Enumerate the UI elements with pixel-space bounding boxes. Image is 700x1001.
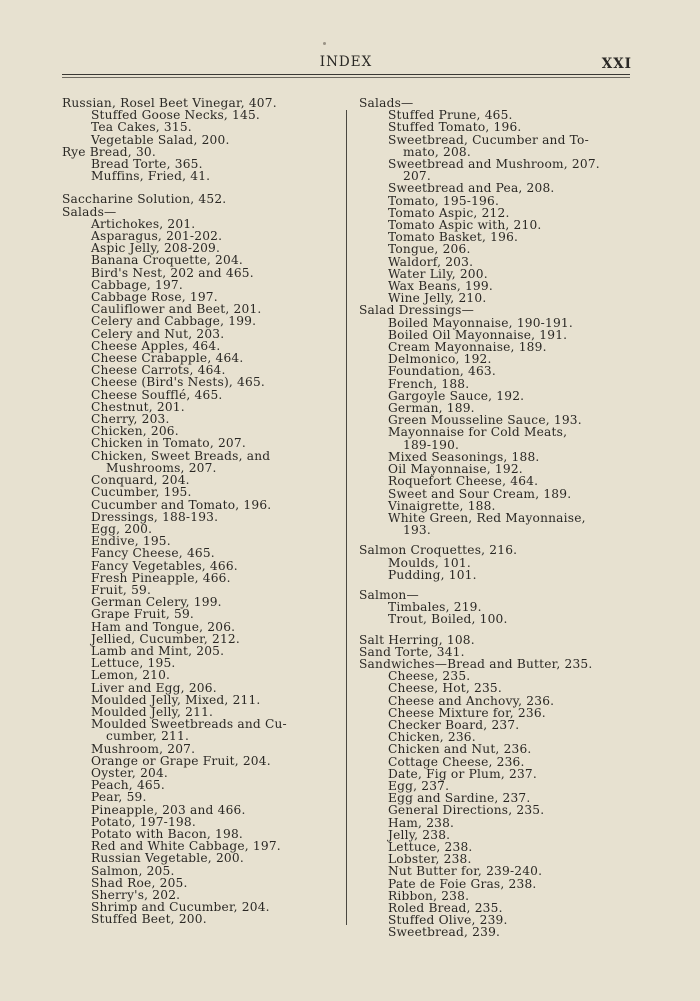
index-continuation: Mushrooms, 207. — [106, 460, 217, 475]
index-entry: Oil Mayonnaise, 192. — [388, 462, 523, 477]
index-entry: Boiled Mayonnaise, 190-191. — [388, 315, 573, 330]
index-entry: Sweetbread, 239. — [388, 925, 501, 940]
index-entry: Bread Torte, 365. — [91, 157, 203, 172]
index-entry: Tongue, 206. — [388, 242, 471, 257]
index-entry: Mixed Seasonings, 188. — [388, 449, 540, 464]
index-entry: Sweetbread, Cucumber and To- — [388, 132, 589, 147]
index-entry: Water Lily, 200. — [388, 266, 488, 281]
index-entry: Peach, 465. — [91, 778, 165, 793]
index-entry: Vinaigrette, 188. — [388, 498, 496, 513]
index-continuation: mato, 208. — [403, 144, 471, 159]
index-continuation: 189-190. — [403, 437, 460, 452]
index-entry: Chicken and Nut, 236. — [388, 742, 532, 757]
index-entry: French, 188. — [388, 376, 470, 391]
index-entry: Egg and Sardine, 237. — [388, 791, 531, 806]
index-continuation: 207. — [403, 169, 431, 184]
index-entry: Jellied, Cucumber, 212. — [91, 631, 240, 646]
index-entry: Cream Mayonnaise, 189. — [388, 340, 547, 355]
header-rule-secondary — [62, 77, 630, 78]
index-entry: Stuffed Olive, 239. — [388, 913, 508, 928]
index-entry: Fancy Cheese, 465. — [91, 546, 215, 561]
index-entry: Nut Butter for, 239-240. — [388, 864, 543, 879]
index-entry: German, 189. — [388, 401, 475, 416]
index-entry: Date, Fig or Plum, 237. — [388, 766, 537, 781]
index-entry: Tomato, 195-196. — [388, 193, 500, 208]
index-entry: Orange or Grape Fruit, 204. — [91, 753, 271, 768]
index-entry: Bird's Nest, 202 and 465. — [91, 265, 254, 280]
index-entry: Roled Bread, 235. — [388, 901, 503, 915]
index-entry: Cheese Crabapple, 464. — [91, 351, 244, 366]
index-list-left — [62, 97, 340, 926]
index-entry: Egg, 200. — [91, 521, 153, 536]
index-entry: Egg, 237. — [388, 778, 450, 793]
index-entry: Lettuce, 195. — [91, 656, 176, 671]
index-entry: Conquard, 204. — [91, 473, 190, 488]
index-entry: Cabbage, 197. — [91, 277, 183, 292]
index-continuation: 193. — [403, 523, 431, 538]
index-entry: Cheese and Anchovy, 236. — [388, 693, 555, 708]
index-entry: Pudding, 101. — [388, 567, 477, 582]
index-entry: Potato with Bacon, 198. — [91, 826, 243, 841]
index-entry: Celery and Cabbage, 199. — [91, 314, 257, 329]
index-entry: Oyster, 204. — [91, 765, 169, 780]
index-entry: Moulded Jelly, 211. — [91, 704, 214, 719]
index-entry: Cheese, 235. — [388, 669, 471, 684]
index-entry: Potato, 197-198. — [91, 814, 196, 829]
index-entry: Endive, 195. — [91, 534, 171, 549]
index-entry: Liver and Egg, 206. — [91, 680, 217, 695]
index-entry: Sweetbread and Pea, 208. — [388, 181, 555, 196]
index-entry: Shrimp and Cucumber, 204. — [91, 900, 270, 915]
index-entry: Tomato Aspic, 212. — [388, 205, 510, 220]
index-heading: Sandwiches—Bread and Butter, 235. — [359, 656, 593, 671]
index-entry: Artichokes, 201. — [91, 216, 196, 231]
index-heading: Rye Bread, 30. — [62, 144, 156, 159]
index-entry: Timbales, 219. — [388, 600, 482, 615]
index-entry: Mayonnaise for Cold Meats, — [388, 425, 568, 440]
index-entry: Fancy Vegetables, 466. — [91, 558, 238, 573]
index-entry: Pate de Foie Gras, 238. — [388, 876, 537, 891]
index-entry: Cottage Cheese, 236. — [388, 754, 525, 769]
index-entry: German Celery, 199. — [91, 595, 222, 610]
index-entry: Sherry's, 202. — [91, 888, 181, 902]
index-entry: Cabbage Rose, 197. — [91, 290, 218, 305]
index-heading: Salads— — [62, 204, 117, 219]
index-entry: Moulds, 101. — [388, 555, 471, 570]
index-entry: Stuffed Beet, 200. — [91, 912, 207, 927]
index-entry: Cheese Mixture for, 236. — [388, 705, 546, 720]
index-entry: Stuffed Goose Necks, 145. — [91, 108, 260, 123]
index-entry: Grape Fruit, 59. — [91, 607, 194, 622]
index-entry: Russian Vegetable, 200. — [91, 851, 244, 866]
index-heading: Sand Torte, 341. — [359, 644, 465, 659]
index-entry: Boiled Oil Mayonnaise, 191. — [388, 327, 568, 342]
index-entry: Jelly, 238. — [388, 827, 451, 842]
index-heading: Salmon Croquettes, 216. — [359, 543, 518, 558]
page-speck — [323, 42, 326, 45]
index-entry: Moulded Sweetbreads and Cu- — [91, 717, 287, 732]
index-entry: White Green, Red Mayonnaise, — [388, 510, 586, 525]
index-entry: Cheese Apples, 464. — [91, 338, 221, 353]
index-entry: Wax Beans, 199. — [388, 279, 493, 294]
index-entry: Aspic Jelly, 208-209. — [91, 241, 221, 256]
index-heading: Saccharine Solution, 452. — [62, 192, 227, 207]
index-entry: Waldorf, 203. — [388, 254, 474, 269]
index-entry: Pineapple, 203 and 466. — [91, 802, 246, 817]
index-entry: Cauliflower and Beet, 201. — [91, 302, 262, 317]
index-entry: Trout, Boiled, 100. — [388, 612, 508, 627]
index-entry: Sweet and Sour Cream, 189. — [388, 486, 572, 501]
index-entry: Cheese, Hot, 235. — [388, 681, 502, 696]
index-entry: Mushroom, 207. — [91, 741, 196, 756]
index-entry: Delmonico, 192. — [388, 352, 492, 367]
header-rule — [62, 74, 630, 75]
page-number: XXI — [601, 56, 632, 72]
index-entry: Moulded Jelly, Mixed, 211. — [91, 692, 261, 707]
index-entry: Ham, 238. — [388, 815, 455, 830]
index-entry: Cheese Carrots, 464. — [91, 363, 226, 378]
index-entry: Cucumber and Tomato, 196. — [91, 497, 272, 512]
index-entry: Fruit, 59. — [91, 582, 152, 597]
index-entry: Stuffed Tomato, 196. — [388, 120, 522, 135]
index-entry: Checker Board, 237. — [388, 717, 520, 732]
running-title: INDEX — [319, 54, 373, 70]
index-entry: Lettuce, 238. — [388, 839, 473, 854]
page-header — [60, 50, 632, 80]
index-entry: Chicken, 236. — [388, 730, 476, 745]
index-entry: Muffins, Fried, 41. — [91, 169, 211, 184]
index-entry: Foundation, 463. — [388, 364, 496, 379]
index-heading: Salmon— — [359, 587, 419, 602]
index-entry: Ribbon, 238. — [388, 888, 470, 903]
index-entry: Chicken, 206. — [91, 424, 179, 439]
index-entry: Tomato Basket, 196. — [388, 230, 519, 245]
index-entry: Tea Cakes, 315. — [91, 120, 192, 135]
index-entry: General Directions, 235. — [388, 803, 545, 818]
index-entry: Sweetbread and Mushroom, 207. — [388, 157, 600, 172]
index-entry: Vegetable Salad, 200. — [91, 132, 230, 147]
index-heading: Salads— — [359, 96, 414, 110]
index-entry: Gargoyle Sauce, 192. — [388, 388, 525, 403]
index-entry: Pear, 59. — [91, 790, 147, 805]
index-entry: Red and White Cabbage, 197. — [91, 839, 281, 854]
index-column-right — [359, 97, 631, 939]
index-entry: Lamb and Mint, 205. — [91, 643, 225, 658]
index-entry: Fresh Pineapple, 466. — [91, 570, 231, 585]
index-entry: Ham and Tongue, 206. — [91, 619, 236, 634]
index-entry: Shad Roe, 205. — [91, 875, 188, 890]
index-entry: Cheese (Bird's Nests), 465. — [91, 375, 265, 390]
index-heading: Salt Herring, 108. — [359, 632, 475, 647]
index-entry: Tomato Aspic with, 210. — [388, 218, 542, 233]
index-heading: Salad Dressings— — [359, 303, 474, 318]
index-entry: Chicken in Tomato, 207. — [91, 436, 246, 451]
column-divider — [346, 110, 347, 925]
index-entry: Cherry, 203. — [91, 412, 170, 427]
index-list-right — [359, 97, 631, 939]
index-entry: Chicken, Sweet Breads, and — [91, 448, 271, 463]
index-column-left — [62, 97, 340, 926]
index-continuation: cumber, 211. — [106, 729, 190, 744]
index-entry: Cucumber, 195. — [91, 485, 192, 500]
index-entry: Celery and Nut, 203. — [91, 326, 225, 341]
index-entry: Asparagus, 201-202. — [91, 229, 223, 244]
index-entry: Green Mousseline Sauce, 193. — [388, 413, 582, 428]
index-entry: Lemon, 210. — [91, 668, 171, 683]
index-entry: Banana Croquette, 204. — [91, 253, 243, 268]
index-entry: Roquefort Cheese, 464. — [388, 474, 539, 489]
index-entry: Stuffed Prune, 465. — [388, 108, 513, 123]
index-entry: Cheese Soufflé, 465. — [91, 387, 223, 402]
index-entry: Chestnut, 201. — [91, 399, 185, 414]
index-entry: Dressings, 188-193. — [91, 509, 219, 524]
index-entry: Salmon, 205. — [91, 863, 175, 878]
index-entry: Wine Jelly, 210. — [388, 291, 487, 306]
index-entry: Lobster, 238. — [388, 852, 472, 867]
index-heading: Russian, Rosel Beet Vinegar, 407. — [62, 96, 277, 110]
